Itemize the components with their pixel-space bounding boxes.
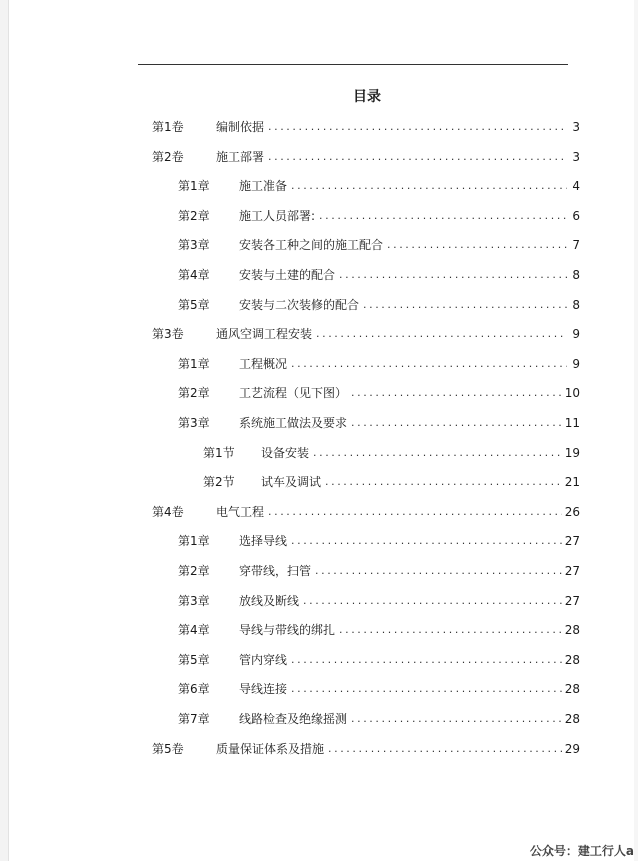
toc-entry-label: 第2章 [178, 564, 210, 578]
toc-entry-text: 电气工程 [216, 504, 265, 519]
toc-entry[interactable] [178, 384, 580, 402]
toc-entry-page-number: 9 [572, 356, 580, 371]
toc-entry-text: 选择导线 [239, 534, 288, 549]
toc-entry-label: 第2章 [178, 208, 210, 223]
toc-entry[interactable] [178, 651, 580, 669]
toc-entry-text: 穿带线，扫管 [239, 564, 312, 578]
toc-entry-text: 施工准备 [239, 179, 288, 194]
page-left-edge [0, 0, 9, 861]
toc-dot-leader [319, 207, 567, 225]
toc-entry[interactable] [178, 562, 580, 580]
toc-entry-text: 导线与带线的绑扎 [239, 623, 336, 638]
toc-entry-page-number: 8 [572, 297, 580, 312]
toc-entry-text: 工艺流程（见下图） [239, 386, 348, 401]
toc-entry-page-number: 9 [572, 327, 580, 342]
toc-dot-leader [351, 384, 562, 402]
toc-entry-text: 编制依据 [216, 120, 265, 134]
toc-entry-page-number: 21 [564, 475, 580, 490]
toc-dot-leader [313, 444, 562, 462]
toc-entry-page-number: 27 [564, 564, 580, 578]
toc-entry-label: 第4章 [178, 623, 210, 638]
toc-entry-page-number: 28 [564, 652, 580, 667]
toc-entry[interactable] [152, 118, 580, 136]
toc-entry-label: 第1章 [178, 179, 210, 194]
toc-entry-page-number: 11 [564, 416, 580, 430]
toc-entry[interactable] [178, 592, 580, 610]
toc-entry[interactable] [203, 473, 580, 491]
toc-entry-text: 施工部署 [216, 149, 265, 164]
toc-entry[interactable] [178, 207, 580, 225]
toc-entry[interactable] [178, 236, 580, 254]
toc-entry-label: 第3卷 [152, 327, 184, 342]
toc-entry[interactable] [178, 621, 580, 639]
toc-entry-label: 第4章 [178, 268, 210, 282]
toc-entry-page-number: 6 [572, 208, 580, 223]
toc-entry-label: 第1章 [178, 356, 210, 371]
toc-entry-page-number: 27 [564, 534, 580, 549]
toc-dot-leader [316, 325, 567, 343]
toc-title: 目录 [353, 89, 381, 105]
toc-dot-leader [291, 680, 562, 698]
toc-entry-label: 第3章 [178, 416, 210, 430]
toc-entry-text: 线路检查及绝缘摇测 [239, 712, 348, 726]
toc-entry-label: 第2节 [203, 475, 235, 490]
toc-entry[interactable] [178, 532, 580, 550]
toc-dot-leader [268, 503, 562, 521]
header-rule [138, 64, 568, 65]
toc-entry-text: 安装与土建的配合 [239, 268, 336, 282]
toc-entry-label: 第2章 [178, 386, 210, 401]
toc-dot-leader [339, 266, 567, 284]
toc-entry-page-number: 8 [572, 268, 580, 282]
toc-entry-page-number: 28 [564, 682, 580, 697]
toc-entry-label: 第5卷 [152, 741, 184, 756]
toc-dot-leader [291, 177, 567, 195]
toc-dot-leader [268, 148, 567, 166]
toc-entry-label: 第7章 [178, 712, 210, 726]
toc-entry[interactable] [152, 325, 580, 343]
toc-entry-label: 第1卷 [152, 120, 184, 134]
toc-entry-text: 放线及断线 [239, 593, 300, 608]
toc-entry-page-number: 29 [564, 741, 580, 756]
toc-entry-text: 质量保证体系及措施 [216, 741, 325, 756]
toc-entry[interactable] [152, 148, 580, 166]
toc-dot-leader [291, 651, 562, 669]
toc-entry-label: 第4卷 [152, 504, 184, 519]
toc-entry-text: 导线连接 [239, 682, 288, 697]
toc-entry-text: 通风空调工程安装 [216, 327, 313, 342]
toc-entry[interactable] [178, 355, 580, 373]
toc-entry-text: 管内穿线 [239, 652, 288, 667]
toc-dot-leader [291, 532, 562, 550]
toc-dot-leader [291, 355, 567, 373]
toc-entry[interactable] [152, 503, 580, 521]
toc-entry[interactable] [178, 296, 580, 314]
toc-entry[interactable] [178, 680, 580, 698]
toc-entry[interactable] [152, 740, 580, 758]
toc-entry-page-number: 3 [572, 120, 580, 134]
toc-entry-page-number: 28 [564, 623, 580, 638]
toc-dot-leader [303, 592, 562, 610]
toc-entry-label: 第1章 [178, 534, 210, 549]
toc-entry-page-number: 7 [572, 238, 580, 253]
toc-entry-page-number: 4 [572, 179, 580, 194]
toc-entry-label: 第3章 [178, 593, 210, 608]
toc-entry-label: 第6章 [178, 682, 210, 697]
toc-entry-page-number: 10 [564, 386, 580, 401]
toc-dot-leader [339, 621, 562, 639]
toc-entry-page-number: 28 [564, 712, 580, 726]
toc-dot-leader [351, 414, 562, 432]
toc-dot-leader [351, 710, 562, 728]
toc-entry[interactable] [178, 266, 580, 284]
toc-entry-text: 试车及调试 [261, 475, 322, 490]
toc-entry-page-number: 3 [572, 149, 580, 164]
toc-entry-label: 第5章 [178, 652, 210, 667]
toc-entry[interactable] [178, 414, 580, 432]
toc-entry-text: 安装各工种之间的施工配合 [239, 238, 384, 253]
toc-dot-leader [325, 473, 562, 491]
toc-dot-leader [363, 296, 567, 314]
toc-entry-page-number: 27 [564, 593, 580, 608]
toc-entry-label: 第5章 [178, 297, 210, 312]
toc-entry-text: 设备安装 [261, 445, 310, 460]
toc-entry-text: 工程概况 [239, 356, 288, 371]
toc-entry-page-number: 19 [564, 445, 580, 460]
toc-entry-text: 安装与二次装修的配合 [239, 297, 360, 312]
toc-dot-leader [328, 740, 562, 758]
toc-entry-label: 第3章 [178, 238, 210, 253]
toc-dot-leader [387, 236, 567, 254]
toc-entry-text: 施工人员部署: [239, 208, 316, 223]
toc-entry-text: 系统施工做法及要求 [239, 416, 348, 430]
toc-entry-label: 第2卷 [152, 149, 184, 164]
toc-dot-leader [268, 118, 567, 136]
toc-entry-page-number: 26 [564, 504, 580, 519]
page-right-edge [634, 0, 638, 861]
toc-entry[interactable] [178, 710, 580, 728]
toc-dot-leader [315, 562, 562, 580]
toc-entry[interactable] [178, 177, 580, 195]
toc-entry[interactable] [203, 444, 580, 462]
watermark-text: 公众号：建工行人a [529, 844, 634, 858]
toc-entry-label: 第1节 [203, 445, 235, 460]
